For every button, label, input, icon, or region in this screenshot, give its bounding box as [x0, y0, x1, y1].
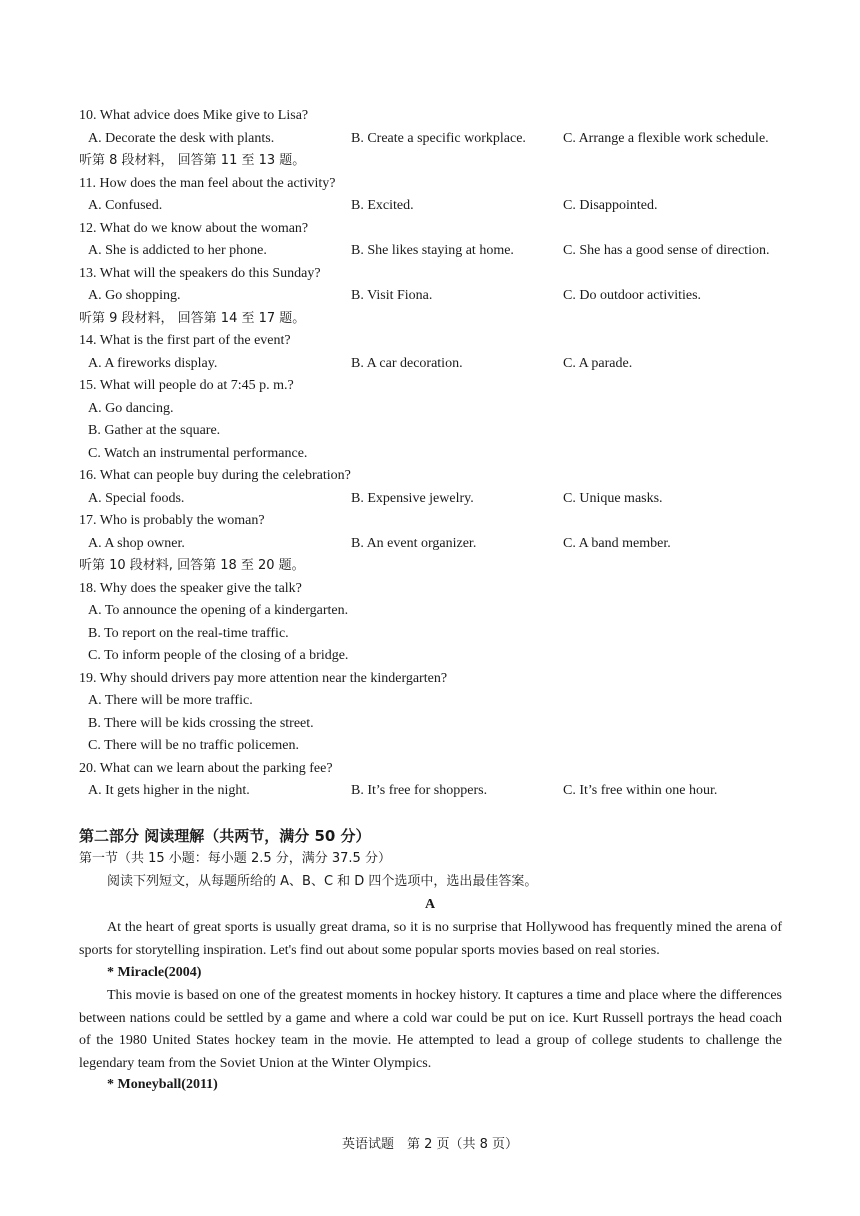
q10-option-c: C. Arrange a flexible work schedule. [563, 131, 769, 146]
q16-option-b: B. Expensive jewelry. [351, 491, 474, 506]
q13-option-b: B. Visit Fiona. [351, 288, 433, 303]
q19-option-c: C. There will be no traffic policemen. [88, 738, 299, 753]
q16-option-c: C. Unique masks. [563, 491, 663, 506]
movie1-title: * Miracle(2004) [107, 965, 202, 980]
q15-option-b: B. Gather at the square. [88, 423, 221, 438]
q17-option-c: C. A band member. [563, 536, 671, 551]
q15-option-a: A. Go dancing. [88, 401, 174, 416]
question-16: 16. What can people buy during the celebration? [79, 468, 351, 483]
q18-option-b: B. To report on the real-time traffic. [88, 626, 289, 641]
q20-option-b: B. It’s free for shoppers. [351, 783, 488, 798]
q11-option-a: A. Confused. [88, 198, 163, 213]
q10-option-b: B. Create a specific workplace. [351, 131, 526, 146]
q17-option-b: B. An event organizer. [351, 536, 477, 551]
q14-option-c: C. A parade. [563, 356, 633, 371]
q19-option-b: B. There will be kids crossing the street. [88, 716, 314, 731]
question-15: 15. What will people do at 7:45 p. m.? [79, 378, 294, 393]
q20-option-c: C. It’s free within one hour. [563, 783, 718, 798]
q14-option-a: A. A fireworks display. [88, 356, 218, 371]
instruction-segment-9: 听第 9 段材料， 回答第 14 至 17 题。 [79, 311, 306, 326]
q18-option-c: C. To inform people of the closing of a bridge. [88, 648, 349, 663]
instruction-segment-8: 听第 8 段材料， 回答第 11 至 13 题。 [79, 153, 306, 168]
q13-option-c: C. Do outdoor activities. [563, 288, 702, 303]
q15-option-c: C. Watch an instrumental performance. [88, 446, 308, 461]
question-10: 10. What advice does Mike give to Lisa? [79, 108, 309, 123]
reading-directions: 阅读下列短文，从每题所给的 A、B、C 和 D 四个选项中，选出最佳答案。 [107, 874, 538, 889]
q12-option-b: B. She likes staying at home. [351, 243, 514, 258]
instruction-segment-10: 听第 10 段材料, 回答第 18 至 20 题。 [79, 558, 305, 573]
q13-option-a: A. Go shopping. [88, 288, 181, 303]
q11-option-c: C. Disappointed. [563, 198, 658, 213]
question-14: 14. What is the first part of the event? [79, 333, 291, 348]
q11-option-b: B. Excited. [351, 198, 414, 213]
question-12: 12. What do we know about the woman? [79, 221, 309, 236]
question-13: 13. What will the speakers do this Sunday? [79, 266, 321, 281]
movie1-text: This movie is based on one of the greatest moments in hockey history. It captures a time and place where the differences between nations could be settled by a game and where a cold war could be put on ice. Kurt Russell portrays the head coach of the 1980 United States hockey team in the movie. He attempted to lead a group of college students to challenge the legendary team from the Soviet Union at the Winter Olympics. [79, 988, 782, 1071]
movie2-title: * Moneyball(2011) [107, 1077, 218, 1092]
q20-option-a: A. It gets higher in the night. [88, 783, 250, 798]
passage-intro: At the heart of great sports is usually great drama, so it is no surprise that Hollywood has frequently mined the arena of sports for storytelling inspiration. Let's find out about some popular sports movies based on real stories. [79, 920, 782, 958]
q16-option-a: A. Special foods. [88, 491, 185, 506]
question-11: 11. How does the man feel about the activity? [79, 176, 336, 191]
q12-option-a: A. She is addicted to her phone. [88, 243, 267, 258]
part2-title: 第二部分 阅读理解（共两节，满分 50 分） [79, 827, 371, 845]
page-footer: 英语试题 第 2 页（共 8 页） [341, 1137, 519, 1152]
passage-label: A [424, 897, 436, 912]
q14-option-b: B. A car decoration. [351, 356, 463, 371]
q19-option-a: A. There will be more traffic. [88, 693, 253, 708]
q10-option-a: A. Decorate the desk with plants. [88, 131, 275, 146]
q17-option-a: A. A shop owner. [88, 536, 185, 551]
question-19: 19. Why should drivers pay more attention near the kindergarten? [79, 671, 448, 686]
question-18: 18. Why does the speaker give the talk? [79, 581, 302, 596]
q18-option-a: A. To announce the opening of a kindergarten. [88, 603, 349, 618]
question-17: 17. Who is probably the woman? [79, 513, 265, 528]
q12-option-c: C. She has a good sense of direction. [563, 243, 770, 258]
question-20: 20. What can we learn about the parking fee? [79, 761, 333, 776]
section1-heading: 第一节（共 15 小题：每小题 2.5 分，满分 37.5 分） [79, 851, 391, 866]
